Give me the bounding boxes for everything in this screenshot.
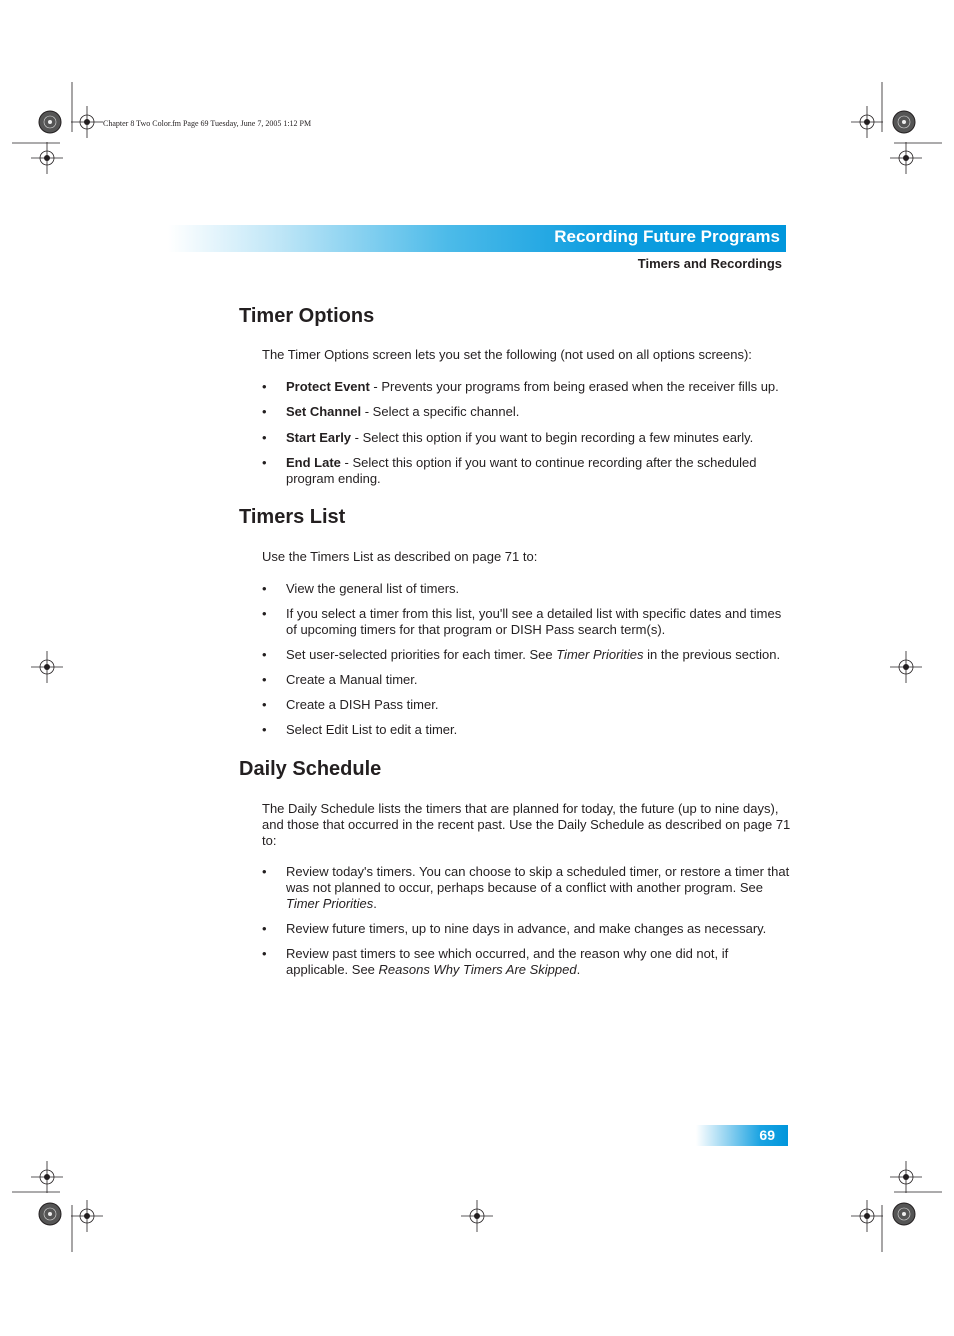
- running-header-title: Recording Future Programs: [554, 227, 780, 246]
- list-item: • View the general list of timers.: [262, 581, 460, 596]
- registration-mark-icon: [71, 106, 103, 138]
- registration-mark-icon: [890, 142, 922, 174]
- list-item: • Create a DISH Pass timer.: [262, 697, 439, 712]
- registration-wheel-icon: [893, 111, 915, 133]
- list-item: • Review future timers, up to nine days in advance, and make changes as necessary.: [262, 921, 767, 936]
- registration-wheel-icon: [39, 111, 61, 133]
- section-heading: Daily Schedule: [239, 758, 382, 780]
- list-item: • Select Edit List to edit a timer.: [262, 722, 458, 737]
- bullet-icon: •: [262, 672, 267, 687]
- bullet-icon: •: [262, 722, 267, 737]
- registration-wheel-icon: [893, 1203, 915, 1225]
- bullet-icon: •: [262, 864, 267, 879]
- bullet-icon: •: [262, 581, 267, 596]
- section-intro: The Timer Options screen lets you set the following (not used on all options screens):: [262, 347, 752, 362]
- bullet-icon: •: [262, 921, 267, 936]
- list-item: • Review today's timers. You can choose to skip a scheduled timer, or restore a timer that was not planned to occur, perhaps because of a conflict with another program. See Timer Priorities.: [262, 864, 790, 911]
- registration-mark-icon: [461, 1200, 493, 1232]
- registration-mark-icon: [890, 1161, 922, 1193]
- running-header-subtitle: Timers and Recordings: [637, 256, 782, 271]
- running-header-bar: [168, 225, 786, 252]
- bullet-icon: •: [262, 697, 267, 712]
- registration-wheel-icon: [39, 1203, 61, 1225]
- registration-mark-icon: [31, 142, 63, 174]
- list-item: • Review past timers to see which occurred, and the reason why one did not, if applicable. See Reasons Why Timers Are Skipped.: [262, 946, 729, 977]
- section-intro: The Daily Schedule lists the timers that are planned for today, the future (up to nine days), and those that occurred in the recent past. Use the Daily Schedule as described on page 71 to:: [262, 801, 791, 848]
- list-item: • End Late - Select this option if you want to continue recording after the scheduled program ending.: [262, 455, 757, 486]
- registration-mark-icon: [851, 106, 883, 138]
- list-item: • Protect Event - Prevents your programs from being erased when the receiver fills up.: [262, 379, 779, 394]
- bullet-icon: •: [262, 379, 267, 394]
- list-item: • Set user-selected priorities for each timer. See Timer Priorities in the previous section.: [262, 647, 781, 662]
- print-slug: Chapter 8 Two Color.fm Page 69 Tuesday, June 7, 2005 1:12 PM: [103, 119, 312, 128]
- registration-mark-icon: [31, 651, 63, 683]
- bullet-icon: •: [262, 606, 267, 621]
- section-heading: Timers List: [239, 506, 346, 528]
- bullet-icon: •: [262, 430, 267, 445]
- list-item: • Start Early - Select this option if you want to begin recording a few minutes early.: [262, 430, 754, 445]
- list-item: • If you select a timer from this list, you'll see a detailed list with specific dates and times of upcoming timers for that program or DISH Pass search term(s).: [262, 606, 782, 637]
- registration-mark-icon: [31, 1161, 63, 1193]
- page-number: 69: [759, 1127, 775, 1143]
- section-intro: Use the Timers List as described on page 71 to:: [262, 549, 538, 564]
- bullet-icon: •: [262, 946, 267, 961]
- registration-mark-icon: [71, 1200, 103, 1232]
- registration-mark-icon: [890, 651, 922, 683]
- list-item: • Create a Manual timer.: [262, 672, 418, 687]
- list-item: • Set Channel - Select a specific channel.: [262, 404, 520, 419]
- page-number-bar: [696, 1125, 788, 1146]
- bullet-icon: •: [262, 455, 267, 470]
- bullet-icon: •: [262, 647, 267, 662]
- bullet-icon: •: [262, 404, 267, 419]
- section-heading: Timer Options: [239, 305, 375, 327]
- registration-mark-icon: [851, 1200, 883, 1232]
